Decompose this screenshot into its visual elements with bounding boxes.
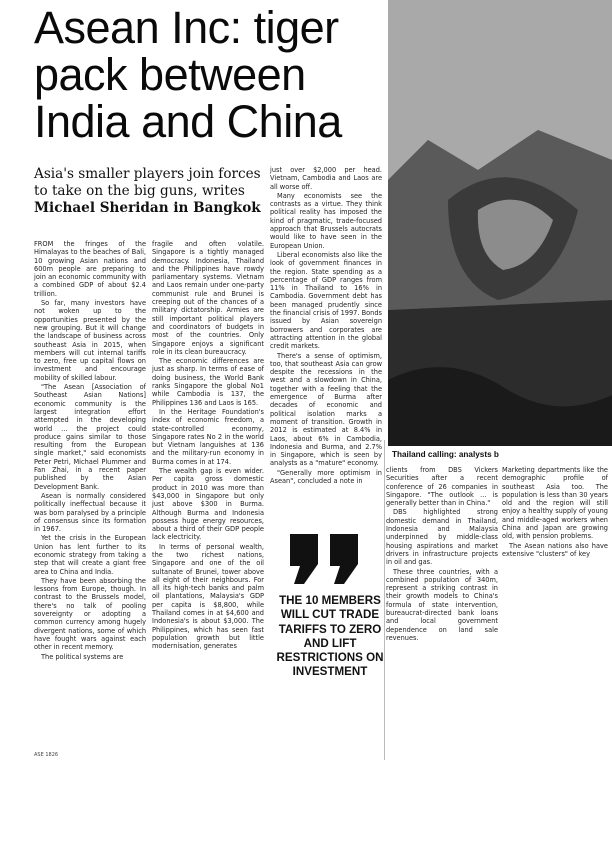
page-folio: ASE 1826 xyxy=(34,752,59,758)
paragraph: Many economists see the contrasts as a virtue. They think political reality has imposed the kind of pragmatic, trade-focused approach that Brussels autocrats would like to have seen in the European Union. xyxy=(270,191,382,250)
paragraph: DBS highlighted strong domestic demand in Thailand, Indonesia and Malaysia underpinned by middle-class housing aspirations and market drivers in infrastructure projects in oil and gas. xyxy=(386,508,498,567)
paragraph: fragile and often volatile. Singapore is a tightly managed democracy. Indonesia, Thailand and the Philippines have rowdy parliamentary systems. Vietnam and Laos remain under one-party communist rule and Brunei is creeping out of the chances of a military dictatorship. Armies are still important political players and coordinators of budgets in most of the countries. Only Singapore enjoys a significant role in its clean bureaucracy. xyxy=(152,240,264,356)
photo-illustration xyxy=(388,0,612,446)
paragraph: The wealth gap is even wider. Per capita gross domestic product in 2010 was more than $43,000 in Singapore but only just above $300 in Burma. Although Burma and Indonesia possess huge energy resources, about a third of their GDP people lack electricity. xyxy=(152,467,264,542)
paragraph: clients from DBS Vickers Securities after a recent conference of 26 companies in Singapore. "The outlook ... is generally better than in China." xyxy=(386,466,498,508)
standfirst-text: Asia's smaller players join forces to take on the big guns, writes xyxy=(34,166,261,199)
paragraph: Marketing departments like the demographic profile of southeast Asia too. The population is less than 30 years old and the region will still enjoy a healthy supply of young and middle-aged workers when China and Japan are growing old, with pension problems. xyxy=(502,466,608,541)
body-column-2 xyxy=(152,240,264,652)
paragraph: In the Heritage Foundation's index of economic freedom, a state-controlled economy, Singapore rates No 2 in the world but Vietnam languishes at 136 and the military-run economy in Burma comes in at 174. xyxy=(152,407,264,466)
paragraph: Liberal economists also like the look of government finances in the region. State spending as a percentage of GDP ranges from 11% in Thailand to 16% in Cambodia. Government debt has been managed prudently since the financial crisis of 1997. Bonds issued by Asian sovereign borrowers and corporates are attracting attention in the global credit markets. xyxy=(270,250,382,351)
headline: Asean Inc: tiger pack between India and China xyxy=(34,2,342,147)
paragraph: "The Asean [Association of Southeast Asian Nations] economic community is the largest integration effort attempted in the developing world ... the project could produce gains similar to those resulting from the European single market," said economists Peter Petri, Michael Plummer and Fan Zhai, in a recent paper published by the Asian Development Bank. xyxy=(34,383,146,491)
body-column-3 xyxy=(270,166,382,486)
paragraph: There's a sense of optimism, too, that southeast Asia can grow despite the recessions in the west and a slowdown in China, together with a feeling that the emergence of Burma after decades of economic and political isolation marks a moment of transition. Growth in 2012 is estimated at 8.4% in Laos, about 6% in Cambodia, Indonesia and Burma, and 2.7% in Singapore, which is seen by analysts as a "mature" economy. xyxy=(270,351,382,468)
paragraph: The economic differences are just as sharp. In terms of ease of doing business, the World Bank ranks Singapore the global No1 while Cambodia is 137, the Philippines 136 and Laos is 165. xyxy=(152,357,264,407)
news-photo xyxy=(388,0,612,446)
paragraph: These three countries, with a combined population of 340m, represent a striking contrast in their growth models to China's formula of state intervention, bureaucrat-directed bank loans and local government dependence on land sale revenues. xyxy=(386,567,498,642)
paragraph: The Asean nations also have extensive "clusters" of key xyxy=(502,541,608,558)
body-column-4 xyxy=(386,466,498,643)
photo-caption: Thailand calling: analysts b xyxy=(392,450,499,459)
quote-mark-icon xyxy=(268,528,388,586)
body-column-1 xyxy=(34,240,146,662)
paragraph: FROM the fringes of the Himalayas to the beaches of Bali, 10 growing Asian nations and 600m people are preparing to join an economic community with a combined GDP of about $2.4 trillion. xyxy=(34,240,146,298)
paragraph: The political systems are xyxy=(41,652,124,661)
byline: Michael Sheridan in Bangkok xyxy=(34,200,261,216)
paragraph: Asean is normally considered politically ineffectual because it was born paralysed by a principle of consensus since its formation in 1967. xyxy=(34,491,146,534)
paragraph: So far, many investors have not woken up to the opportunities presented by the new grouping. But it will change the landscape of business across southeast Asia in 2015, when members will cut internal tariffs to zero, free up capital flows on investment and encourage mobility of skilled labour. xyxy=(34,299,146,382)
standfirst xyxy=(34,166,269,217)
paragraph: "Generally more optimism in Asean", concluded a note in xyxy=(270,468,382,485)
paragraph: just over $2,000 per head. Vietnam, Cambodia and Laos are all worse off. xyxy=(270,166,382,191)
paragraph: Yet the crisis in the European Union has lent further to its economic strategy from taking a step that will create a giant free area to China and India. xyxy=(34,534,146,576)
paragraph: They have been absorbing the lessons from Europe, though. In contrast to the Brussels model, there's no talk of pooling sovereignty or adopting a common currency among hugely divergent nations, some of which have fought wars against each other in recent memory. xyxy=(34,576,146,652)
paragraph: In terms of personal wealth, the two richest nations, Singapore and one of the oil sultanate of Brunei, tower above all eight of their neighbours. For all its high-tech banks and palm oil plantations, Malaysia's GDP per capita is $8,800, while Thailand comes in at $4,600 and Indonesia's is about $3,000. The Philippines, which has seen fast population growth but little modernisation, generates xyxy=(152,542,264,651)
pull-quote: THE 10 MEMBERS WILL CUT TRADE TARIFFS TO ZERO AND LIFT RESTRICTIONS ON INVESTMENT xyxy=(276,594,384,679)
body-column-5 xyxy=(502,466,608,559)
column-divider xyxy=(384,440,385,760)
